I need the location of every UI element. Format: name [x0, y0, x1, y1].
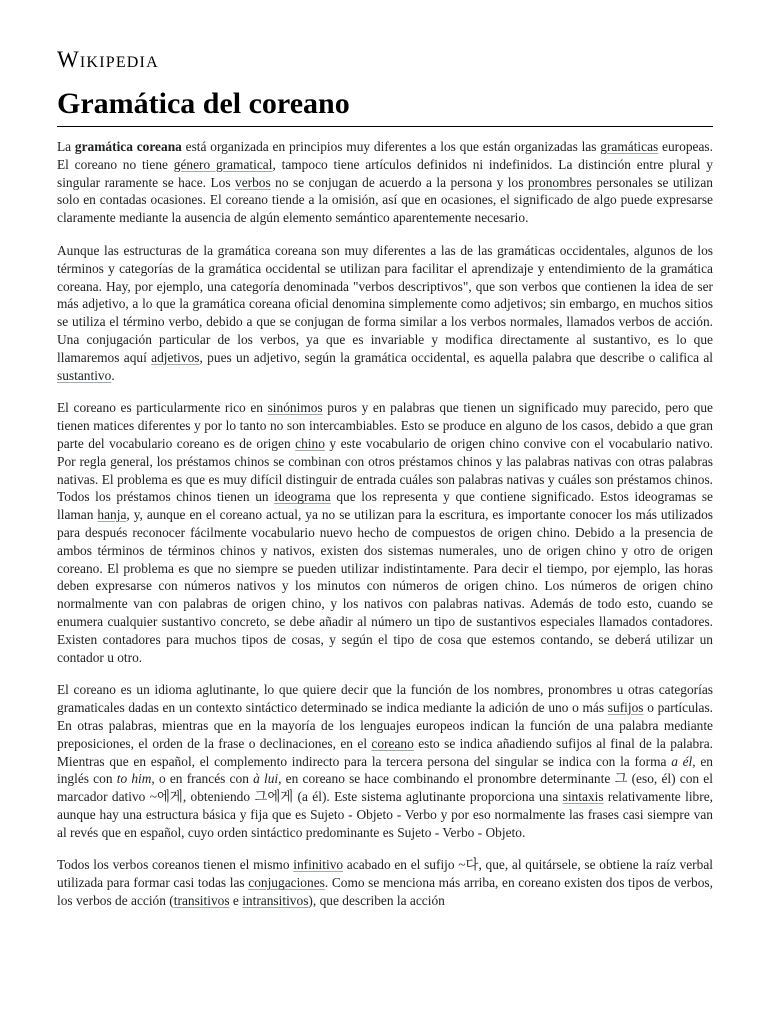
text-segment: relativamente libre, aunque hay una estructura básica y fija que es Sujeto - Objeto - Verbo y por eso normalmente las frases casi siempre van al revés que en español, cuyo orden sintáctico predominante es Sujeto - Verbo - Objeto. — [57, 789, 713, 840]
article-link[interactable]: género gramatical — [173, 156, 273, 172]
italic-term: à lui — [253, 771, 279, 787]
article-link[interactable]: gramáticas — [600, 139, 659, 154]
article-link[interactable]: sufijos — [607, 700, 644, 716]
text-segment: , o en francés con — [151, 771, 254, 787]
bold-term: gramática coreana — [74, 139, 182, 154]
article-link[interactable]: conjugaciones — [248, 875, 325, 891]
italic-term: to him — [116, 771, 152, 787]
text-segment: , y, aunque en el coreano actual, ya no se utilizan para la escritura, es importante conocer los más utilizados para después reconocer fácilmente vocabulario nuevo hecho de compuestos de origen chino. Debido a la presencia de ambos términos de términos chinos y nativos, existen dos sistemas numerales, uno de origen chino y otro de origen coreano. El problema es que no siempre se pueden utilizar indistintamente. Para decir el tiempo, por ejemplo, las horas deben expresarse con números nativos y los minutos con números de origen chino. Los números de origen chino normalmente van con palabras de origen chino, y los nativos con palabras nativas. Además de todo esto, cuando se enumera cualquier sustantivo concreto, se debe añadir al número un tipo de sustantivos especiales llamados contadores. Existen contadores para muchos tipos de cosas, y según el tipo de cosa que estemos contando, se deberá utilizar un contador u otro. — [57, 507, 714, 665]
text-segment: La — [57, 139, 75, 154]
text-segment: no se conjugan de acuerdo a la persona y los — [270, 174, 528, 190]
text-segment: . — [111, 367, 115, 383]
text-segment: . Como se menciona más arriba, en coreano existen dos tipos de verbos, los verbos de acción ( — [57, 875, 713, 909]
text-segment: europeas. El coreano no tiene — [57, 139, 713, 172]
text-segment: personales se utilizan solo en contadas ocasiones. El coreano tiende a la omisión, así que en ocasiones, el significado de algo puede expresarse claramente mediante la ausencia de algún elemento semántico aparentemente necesario. — [57, 174, 714, 226]
article-link[interactable]: sustantivo — [57, 367, 112, 383]
article-paragraph — [57, 138, 713, 227]
article-link[interactable]: intransitivos — [242, 893, 309, 909]
text-segment: y este vocabulario de origen chino convive con el vocabulario nativo. Por regla general, los préstamos chinos se combinan con otros préstamos chinos y las palabras nativas con otras palabras nativas. El problema es que es muy difícil distinguir de entrada cuáles son palabras nativas y cuáles son préstamos chinos. Todos los préstamos chinos tienen un — [57, 435, 713, 505]
text-segment: o partículas. En otras palabras, mientras que en la mayoría de los lenguajes europeos indican la función de una palabra mediante preposiciones, el orden de la frase o declinaciones, en el — [57, 700, 713, 751]
article-paragraph — [57, 856, 713, 909]
article-link[interactable]: verbos — [235, 174, 271, 190]
text-segment: esto se indica añadiendo sufijos al final de la palabra. Mientras que en español, el complemento indirecto para la tercera persona del singular se indica con la forma — [57, 735, 713, 769]
page — [57, 0, 713, 925]
page-title: Gramática del coreano — [57, 86, 713, 127]
article-link[interactable]: pronombres — [527, 174, 592, 190]
article-link[interactable]: sintaxis — [562, 789, 604, 805]
article-link[interactable]: ideograma — [274, 489, 331, 505]
article-paragraph — [57, 242, 713, 384]
text-segment: está organizada en principios muy diferentes a los que están organizadas las — [181, 139, 601, 154]
text-segment: que los representa y que contiene significado. Estos ideogramas se llaman — [57, 489, 713, 523]
text-segment: El coreano es particularmente rico en — [57, 400, 268, 416]
article-link[interactable]: coreano — [371, 735, 414, 751]
article-link[interactable]: hanja — [97, 507, 127, 523]
article-body — [57, 138, 713, 910]
article-paragraph — [57, 681, 713, 841]
text-segment: El coreano es un idioma aglutinante, lo que quiere decir que la función de los nombres, pronombres u otras categorías gramaticales dadas en un contexto sintáctico determinado se indica mediante la adición de uno o más — [57, 682, 713, 716]
italic-term: a él — [671, 753, 693, 769]
wikipedia-logo[interactable]: Wikipedia — [57, 47, 159, 72]
article-link[interactable]: chino — [295, 435, 325, 451]
article-link[interactable]: infinitivo — [293, 857, 344, 873]
article-link[interactable]: transitivos — [173, 893, 230, 909]
text-segment: e — [229, 893, 243, 909]
text-segment: Todos los verbos coreanos tienen el mismo — [57, 857, 294, 873]
text-segment: , en coreano se hace combinando el pronombre determinante 그 (eso, él) con el marcador dativo ~에게, obteniendo 그에게 (a él). Este sistema aglutinante proporciona una — [57, 771, 713, 805]
article-paragraph — [57, 399, 713, 666]
text-segment: , tampoco tiene artículos definidos ni indefinidos. La distinción entre plural y singular raramente se hace. Los — [57, 156, 713, 190]
text-segment: ), que describen la acción — [308, 893, 445, 909]
article-link[interactable]: sinónimos — [267, 400, 323, 416]
text-segment: , pues un adjetivo, según la gramática occidental, es aquella palabra que describe o califica al — [199, 349, 713, 365]
text-segment: acabado en el sufijo ~다, que, al quitársele, se obtiene la raíz verbal utilizada para formar casi todas las — [57, 857, 713, 891]
text-segment: Aunque las estructuras de la gramática coreana son muy diferentes a las de las gramáticas occidentales, algunos de los términos y categorías de la gramática occidental se utilizan para facilitar el aprendizaje y entendimiento de la gramática coreana. Hay, por ejemplo, una categoría denominada "verbos descriptivos", que son verbos que contienen la idea de ser más adjetivo, a lo que la gramática coreana oficial denomina simplemente como adjetivos; sin embargo, en muchos sitios se utiliza el término verbo, debido a que se conjugan de forma similar a los verbos normales, llamados verbos de acción. Una conjugación particular de los verbos, ya que es invariable y modifica directamente al sustantivo, es lo que llamaremos aquí — [57, 242, 713, 365]
article-link[interactable]: adjetivos — [151, 349, 200, 365]
text-segment: , en inglés con — [57, 753, 713, 787]
text-segment: puros y en palabras que tienen un significado muy parecido, pero que tienen matices diferentes y por lo tanto no son intercambiables. Esto se produce en alguno de los casos, debido a que gran parte del vocabulario coreano es de origen — [57, 400, 713, 451]
